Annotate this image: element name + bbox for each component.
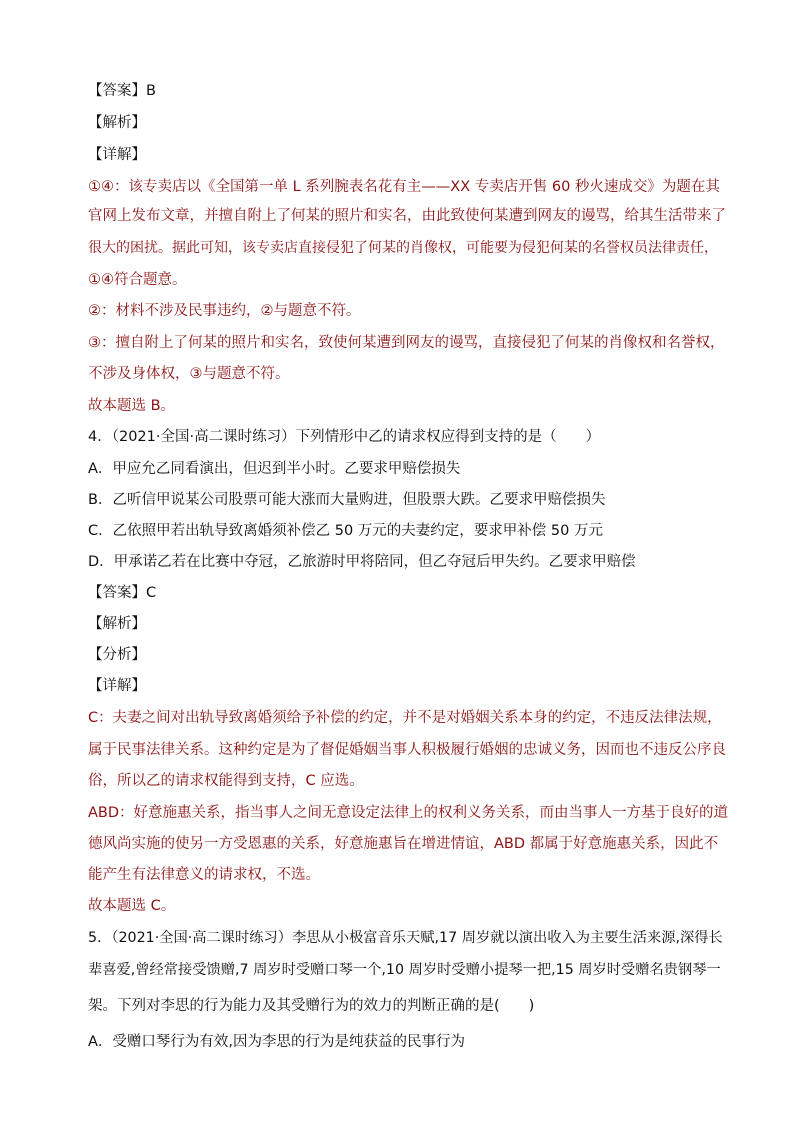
q4-stem: 4．（2021·全国·高二课时练习）下列情形中乙的请求权应得到支持的是（ ）: [88, 429, 601, 445]
q3-conclusion: 故本题选 B。: [88, 398, 176, 414]
q3-detail-line: 很大的困扰。据此可知，该专卖店直接侵犯了何某的肖像权，可能要为侵犯何某的名誉权员法律责任，: [88, 240, 718, 256]
q4-detail-line: C：夫妻之间对出轨导致离婚须给予补偿的约定，并不是对婚姻关系本身的约定，不违反法律法规，: [88, 710, 722, 726]
q3-detail-line: ①④：该专卖店以《全国第一单 L 系列腕表名花有主——XX 专卖店开售 60 秒火速成交》为题在其: [88, 179, 720, 195]
q5-stem-line: 辈喜爱,曾经常接受馈赠,7 周岁时受赠口琴一个,10 周岁时受赠小提琴一把,15 周岁时受赠名贵钢琴一: [88, 962, 721, 978]
q4-fenxi-label: 【分析】: [88, 647, 146, 663]
q4-detail-label: 【详解】: [88, 678, 146, 694]
q4-detail-line: 能产生有法律意义的请求权，不选。: [88, 867, 320, 883]
q4-option-a: A．甲应允乙同看演出，但迟到半小时。乙要求甲赔偿损失: [88, 461, 461, 477]
q4-answer-label: 【答案】C: [88, 585, 157, 601]
q3-detail-line: 不涉及身体权，③与题意不符。: [88, 366, 290, 382]
q3-detail-line: ③：擅自附上了何某的照片和实名，致使何某遭到网友的谩骂，直接侵犯了何某的肖像权和名誉权，: [88, 335, 725, 351]
q3-detail-line: ①④符合题意。: [88, 272, 187, 288]
q3-answer-label: 【答案】B: [88, 83, 156, 99]
q5-stem-line: 5．（2021·全国·高二课时练习）李思从小极富音乐天赋,17 周岁就以演出收入为主要生活来源,深得长: [88, 930, 723, 946]
q3-analysis-label: 【解析】: [88, 115, 146, 131]
q3-detail-label: 【详解】: [88, 147, 146, 163]
q4-detail-line: 俗，所以乙的请求权能得到支持，C 应选。: [88, 773, 364, 789]
q4-detail-line: ABD：好意施惠关系，指当事人之间无意设定法律上的权利义务关系，而由当事人一方基于良好的道: [88, 805, 729, 821]
q3-detail-line: 官网上发布文章，并擅自附上了何某的照片和实名，由此致使何某遭到网友的谩骂，给其生活带来了: [88, 208, 726, 224]
q4-option-b: B．乙听信甲说某公司股票可能大涨而大量购进，但股票大跌。乙要求甲赔偿损失: [88, 492, 606, 508]
q4-option-d: D．甲承诺乙若在比赛中夺冠，乙旅游时甲将陪同，但乙夺冠后甲失约。乙要求甲赔偿: [88, 554, 636, 570]
q4-detail-line: 属于民事法律关系。这种约定是为了督促婚姻当事人积极履行婚姻的忠诚义务，因而也不违反公序良: [88, 742, 726, 758]
q5-stem-line: 架。下列对李思的行为能力及其受赠行为的效力的判断正确的是( ): [88, 998, 535, 1014]
q4-conclusion: 故本题选 C。: [88, 898, 176, 914]
q3-detail-line: ②：材料不涉及民事违约，②与题意不符。: [88, 303, 361, 319]
q5-option-a: A．受赠口琴行为有效,因为李思的行为是纯获益的民事行为: [88, 1034, 466, 1050]
q4-detail-line: 德风尚实施的使另一方受恩惠的关系，好意施惠旨在增进情谊，ABD 都属于好意施惠关系，因此不: [88, 836, 719, 852]
q4-option-c: C．乙依照甲若出轨导致离婚须补偿乙 50 万元的夫妻约定，要求甲补偿 50 万元: [88, 523, 603, 539]
q4-analysis-label: 【解析】: [88, 616, 146, 632]
